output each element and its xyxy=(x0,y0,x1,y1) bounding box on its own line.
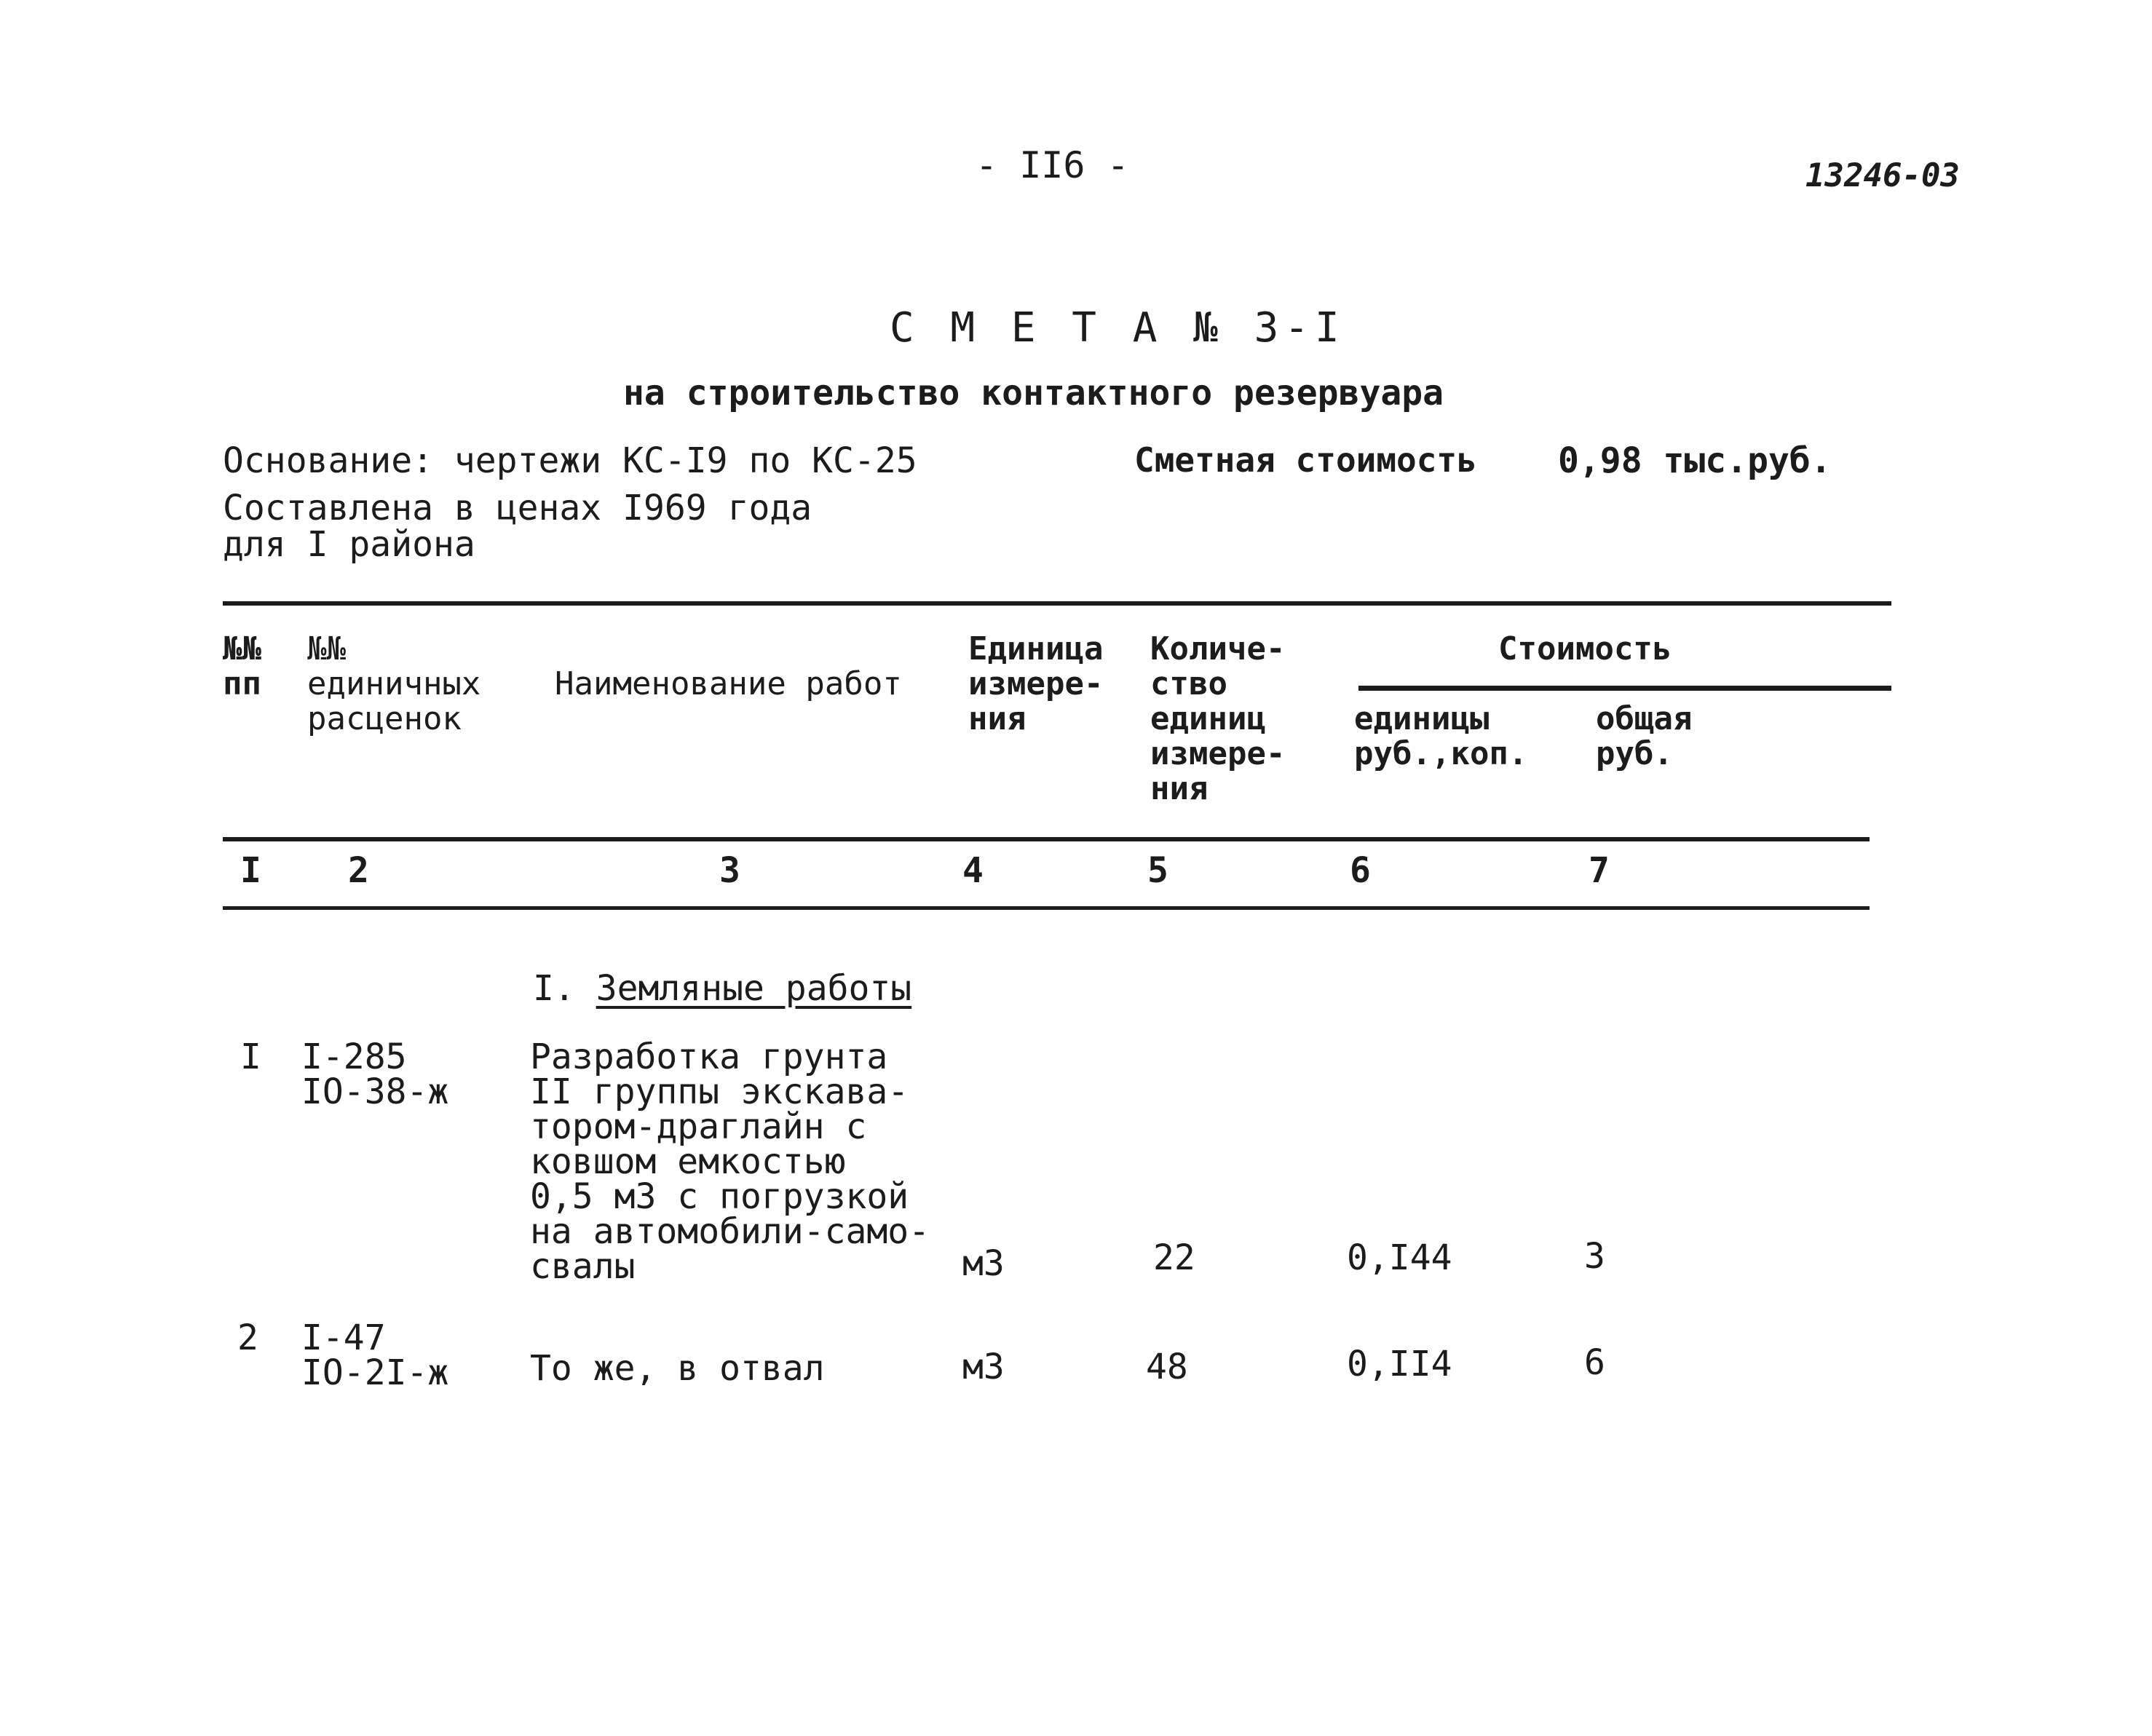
column-number: 6 xyxy=(1350,850,1371,891)
prices-line: Составлена в ценах I969 года xyxy=(223,488,812,528)
document-title: С М Е Т А № 3-I xyxy=(890,304,1345,352)
header-bottom-rule xyxy=(223,837,1870,841)
column-number: 7 xyxy=(1589,850,1610,891)
prices-block xyxy=(223,490,812,563)
section-name: Земляные работы xyxy=(596,968,912,1009)
column-numbers-rule xyxy=(223,906,1870,910)
row-number: I xyxy=(240,1037,261,1077)
estimated-cost-value: 0,98 тыс.руб. xyxy=(1558,440,1832,481)
unit: м3 xyxy=(962,1347,1005,1387)
quantity: 22 xyxy=(1153,1237,1195,1278)
header-cost-group: Стоимость xyxy=(1498,630,1672,667)
header-unit: Единица измере- ния xyxy=(968,630,1104,737)
cost-group-rule xyxy=(1358,686,1891,691)
page-number: - II6 - xyxy=(976,144,1129,186)
column-number: 4 xyxy=(962,850,984,891)
archive-code: 13246-03 xyxy=(1805,157,1960,194)
header-work-name: Наименование работ xyxy=(555,665,902,702)
document-subtitle: на строительство контактного резервуара xyxy=(623,373,1444,413)
column-number: 5 xyxy=(1147,850,1168,891)
district-line: для I района xyxy=(223,524,475,565)
unit: м3 xyxy=(962,1243,1005,1284)
total: 6 xyxy=(1584,1342,1605,1383)
rate-code: I-47 IO-2I-ж xyxy=(301,1317,449,1393)
column-number: 3 xyxy=(719,850,740,891)
section-number: I. xyxy=(533,968,575,1009)
header-quantity: Количе- ство единиц измере- ния xyxy=(1150,630,1286,807)
work-name: То же, в отвал xyxy=(530,1348,825,1389)
basis-text: Основание: чертежи КС-I9 по КС-25 xyxy=(223,440,917,481)
estimated-cost-label: Сметная стоимость xyxy=(1134,440,1477,480)
header-total: общая руб. xyxy=(1596,700,1693,772)
quantity: 48 xyxy=(1146,1347,1188,1387)
work-name: Разработка грунта II группы экскава- тором-драглайн с ковшом емкостью 0,5 м3 с погрузкой на автомобили-само- свалы xyxy=(530,1037,930,1287)
header-rate-code: №№ единичных расценок xyxy=(307,630,481,737)
table-top-rule xyxy=(223,601,1891,606)
rate-code: I-285 IO-38-ж xyxy=(301,1037,449,1112)
column-number: I xyxy=(240,850,261,891)
total: 3 xyxy=(1584,1236,1605,1277)
unit-price: 0,II4 xyxy=(1347,1344,1452,1384)
header-row-number: №№ пп xyxy=(223,630,261,702)
header-unit-price: единицы руб.,коп. xyxy=(1354,700,1528,772)
section-title xyxy=(533,968,911,1009)
row-number: 2 xyxy=(237,1317,258,1358)
unit-price: 0,I44 xyxy=(1347,1237,1452,1278)
column-number: 2 xyxy=(348,850,369,891)
